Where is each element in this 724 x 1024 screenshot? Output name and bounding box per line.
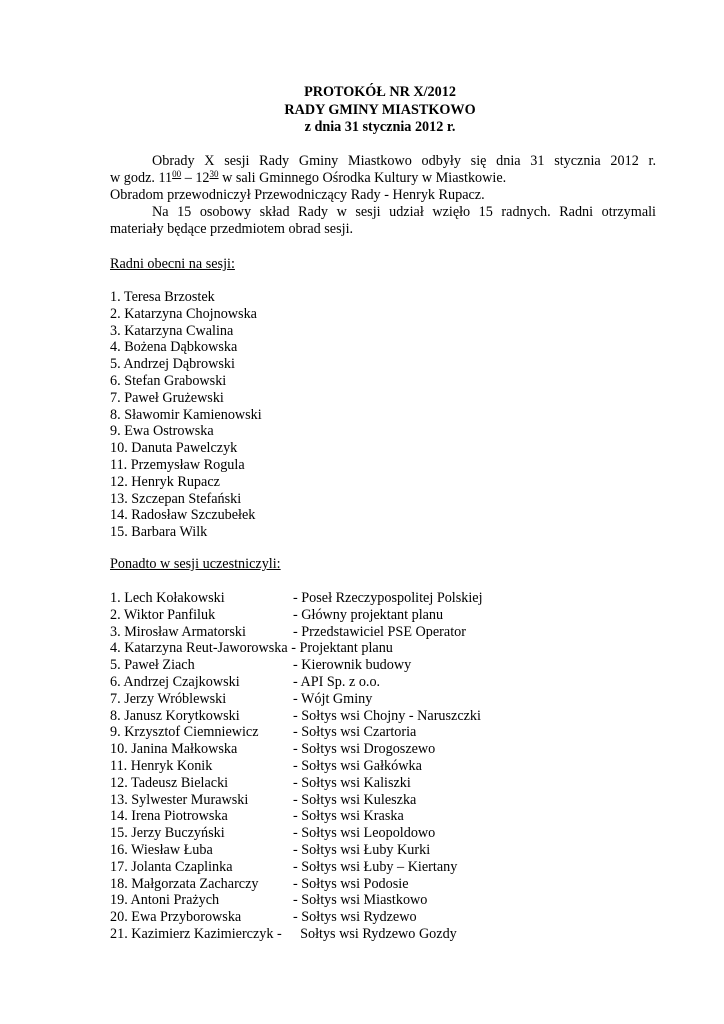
list-item	[110, 707, 481, 725]
list-item	[110, 691, 393, 708]
attendee-role: - API Sp. z o.o.	[293, 673, 381, 690]
composition-paragraph	[110, 204, 656, 238]
list-item: 14. Radosław Szczubełek	[110, 507, 256, 524]
attendee-role: - Sołtys wsi Miastkowo	[293, 892, 428, 909]
attendee-role: - Sołtys wsi Kuleszka	[293, 791, 417, 808]
protocol-date: z dnia 31 stycznia 2012 r.	[304, 119, 456, 135]
list-item	[110, 858, 458, 876]
attendee-name: 19. Antoni Prażych	[110, 892, 220, 909]
attendee-name: 20. Ewa Przyborowska	[110, 909, 242, 926]
attendee-role: - Sołtys wsi Leopoldowo	[293, 825, 436, 842]
list-item: 7. Paweł Grużewski	[110, 389, 224, 406]
list-item	[110, 909, 417, 926]
intro-paragraph	[110, 153, 656, 203]
intro-time-dash: – 12	[181, 169, 210, 186]
attendee-name: 17. Jolanta Czaplinka	[110, 858, 233, 875]
list-item	[110, 875, 409, 893]
attendee-name: 15. Jerzy Buczyński	[110, 825, 225, 842]
list-item	[110, 841, 431, 859]
attendee-role: - Główny projektant planu	[293, 606, 444, 623]
end-minutes: 30	[209, 168, 219, 179]
list-item: 10. Danuta Pawelczyk	[110, 440, 238, 457]
list-item	[110, 892, 428, 909]
attendee-role: - Sołtys wsi Podosie	[293, 875, 409, 892]
attendee-name: 11. Henryk Konik	[110, 757, 213, 774]
attendee-role: - Sołtys wsi Kaliszki	[293, 774, 411, 791]
attendee-role: - Sołtys wsi Chojny - Naruszczki	[293, 707, 481, 724]
composition-line-1: Na 15 osobowy skład Rady w sesji udział wzięło 15 radnych. Radni otrzymali	[152, 204, 656, 220]
attendee-role: - Przedstawiciel PSE Operator	[293, 623, 466, 640]
intro-location: w sali Gminnego Ośrodka Kultury w Miastkowie.	[218, 169, 507, 186]
list-item	[110, 657, 412, 674]
intro-line-3: Obradom przewodniczył Przewodniczący Rady - Henryk Rupacz.	[110, 186, 485, 203]
list-item: 4. Bożena Dąbkowska	[110, 339, 238, 356]
attendee-role: - Projektant planu	[287, 640, 393, 657]
attendee-name: 2. Wiktor Panfiluk	[110, 606, 216, 623]
list-item	[110, 606, 444, 624]
composition-line-2: materiały będące przedmiotem obrad sesji.	[110, 220, 354, 237]
attendee-name: 9. Krzysztof Ciemniewicz	[110, 724, 259, 741]
start-minutes: 00	[172, 168, 182, 179]
council-name: RADY GMINY MIASTKOWO	[284, 101, 476, 118]
attendees-list	[110, 590, 483, 943]
attendee-name: 1. Lech Kołakowski	[110, 590, 225, 606]
attendees-section-title: Ponadto w sesji uczestniczyli:	[110, 556, 281, 572]
attendee-role: - Sołtys wsi Czartoria	[293, 724, 417, 741]
list-item	[110, 774, 411, 792]
intro-line-1: Obrady X sesji Rady Gminy Miastkowo odbyły się dnia 31 stycznia 2012 r.	[152, 153, 656, 169]
list-item	[110, 757, 422, 775]
list-item: 11. Przemysław Rogula	[110, 456, 245, 473]
attendee-role: - Kierownik budowy	[293, 657, 412, 674]
attendee-name: 7. Jerzy Wróblewski	[110, 690, 227, 707]
intro-line-2	[110, 170, 656, 187]
attendee-role: - Poseł Rzeczypospolitej Polskiej	[293, 590, 483, 606]
list-item: 1. Teresa Brzostek	[110, 289, 215, 305]
council-section-title: Radni obecni na sesji:	[110, 256, 235, 272]
attendee-name: 8. Janusz Korytkowski	[110, 707, 240, 724]
attendee-role: - Sołtys wsi Łuby – Kiertany	[293, 858, 458, 875]
list-item	[110, 741, 436, 758]
attendee-role: - Sołtys wsi Łuby Kurki	[293, 841, 431, 858]
list-item	[110, 825, 436, 842]
list-item	[110, 674, 393, 691]
list-item: 2. Katarzyna Chojnowska	[110, 305, 257, 322]
attendee-name: 18. Małgorzata Zacharczy	[110, 875, 259, 892]
protocol-number: PROTOKÓŁ NR X/2012	[304, 84, 456, 100]
attendee-role: - Wójt Gminy	[293, 690, 373, 707]
list-item	[110, 724, 417, 741]
list-item: 3. Katarzyna Cwalina	[110, 322, 234, 339]
attendee-role: - Sołtys wsi Rydzewo	[293, 909, 417, 926]
attendee-name: 3. Mirosław Armatorski	[110, 623, 246, 640]
attendee-role: - Sołtys wsi Gałkówka	[293, 757, 422, 774]
attendee-role: - Sołtys wsi Drogoszewo	[293, 741, 436, 758]
list-item: 12. Henryk Rupacz	[110, 473, 220, 490]
attendee-name: 16. Wiesław Łuba	[110, 841, 213, 858]
protocol-header	[0, 84, 724, 137]
attendee-name: 13. Sylwester Murawski	[110, 791, 249, 808]
list-item: 8. Sławomir Kamienowski	[110, 406, 262, 423]
list-item	[110, 640, 393, 657]
list-item: 9. Ewa Ostrowska	[110, 423, 214, 440]
attendee-name: 10. Janina Małkowska	[110, 741, 238, 758]
attendee-name: 21. Kazimierz Kazimierczyk -	[110, 925, 282, 942]
attendee-name: 6. Andrzej Czajkowski	[110, 673, 240, 690]
council-members-list	[110, 289, 262, 541]
list-item	[110, 808, 404, 825]
attendee-role: Sołtys wsi Rydzewo Gozdy	[293, 925, 457, 942]
intro-time-prefix: w godz. 11	[110, 169, 173, 186]
list-item: 5. Andrzej Dąbrowski	[110, 356, 235, 373]
list-item	[110, 623, 466, 641]
list-item: 13. Szczepan Stefański	[110, 490, 242, 507]
list-item: 15. Barbara Wilk	[110, 524, 208, 541]
list-item	[110, 925, 457, 943]
attendee-name: 4. Katarzyna Reut-Jaworowska	[110, 640, 288, 657]
list-item	[110, 791, 417, 809]
attendee-name: 12. Tadeusz Bielacki	[110, 774, 229, 791]
attendee-role: - Sołtys wsi Kraska	[293, 808, 404, 825]
attendee-name: 14. Irena Piotrowska	[110, 808, 228, 825]
list-item	[110, 590, 483, 607]
list-item: 6. Stefan Grabowski	[110, 372, 227, 389]
attendee-name: 5. Paweł Ziach	[110, 657, 195, 674]
